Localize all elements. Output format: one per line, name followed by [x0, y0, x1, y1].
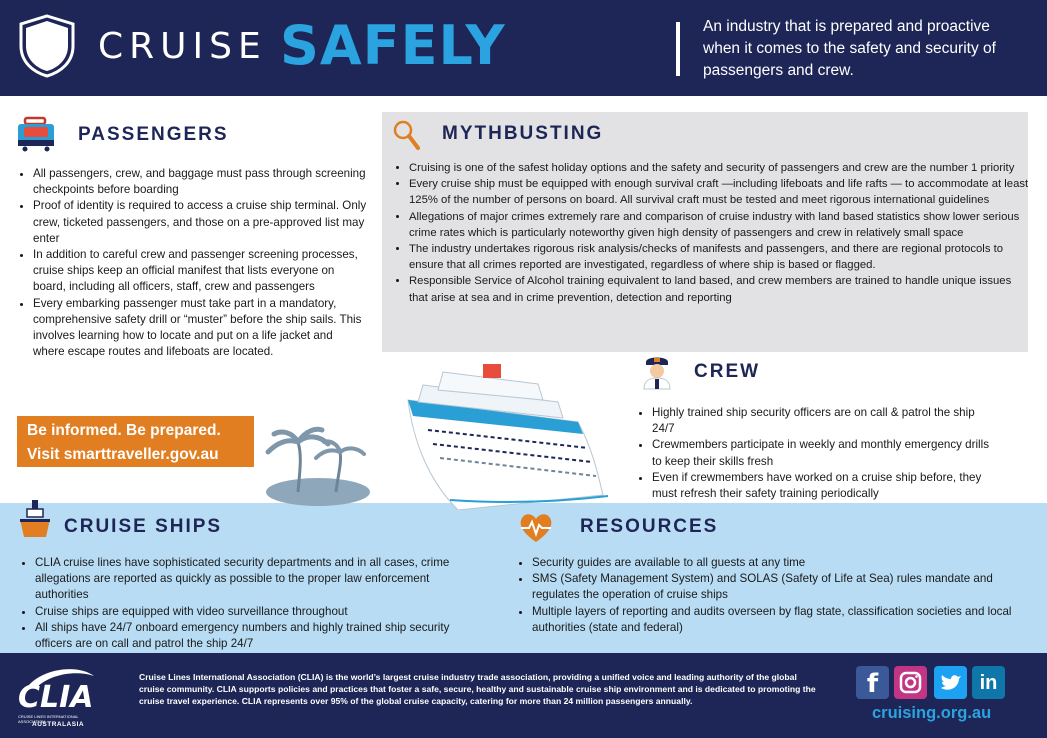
clia-logo-region: AUSTRALASIA [32, 721, 85, 728]
resources-list [516, 555, 1031, 636]
banner-line-1: Be informed. Be prepared. [27, 422, 221, 439]
clia-logo-text: CLIA [18, 680, 94, 715]
instagram-icon[interactable] [894, 666, 927, 699]
facebook-icon[interactable]: f [856, 666, 889, 699]
resources-title: RESOURCES [580, 516, 719, 537]
list-item: • Every embarking passenger must take part in a mandatory, comprehensive safety drill or “muster” before the ship sails. This involves learning how to locate and put on a life jacket and where escape routes and lifeboats are located. [33, 296, 367, 361]
list-item: • Crewmembers participate in weekly and monthly emergency drills to keep their skills fresh [652, 437, 996, 469]
mythbusting-list [393, 160, 1029, 306]
list-item: • Highly trained ship security officers are on call & patrol the ship 24/7 [652, 405, 996, 437]
website-link[interactable]: cruising.org.au [872, 704, 992, 722]
list-item: • Proof of identity is required to access a cruise ship terminal. Only crew, ticketed passengers, and those on a pre-approved list may enter [33, 198, 367, 247]
list-item: • Cruise ships are equipped with video surveillance throughout [35, 604, 469, 620]
list-item: • Multiple layers of reporting and audits overseen by flag state, classification societies and local authorities (state and federal) [532, 604, 1031, 636]
shield-icon [18, 14, 76, 78]
list-item: • Cruising is one of the safest holiday options and the safety and security of passengers and crew are the number 1 priority [409, 160, 1029, 176]
twitter-icon[interactable] [934, 666, 967, 699]
list-item: • Security guides are available to all guests at any time [532, 555, 1031, 571]
passengers-list [17, 166, 367, 360]
list-item: • All ships have 24/7 onboard emergency numbers and highly trained ship security officers are on call and patrol the ship 24/7 [35, 620, 469, 652]
list-item: • Even if crewmembers have worked on a cruise ship before, they must refresh their safety training periodically [652, 470, 996, 502]
cruise-ship-illustration [258, 360, 638, 510]
heartbeat-icon [518, 512, 554, 544]
list-item: • Every cruise ship must be equipped with enough survival craft —including lifeboats and life rafts — to accommodate at least 125% of the number of persons on board. All survival craft must be tested and meet rigorous international guidelines [409, 176, 1029, 208]
linkedin-icon[interactable]: in [972, 666, 1005, 699]
header-tagline: An industry that is prepared and proactive when it comes to the safety and security of passengers and crew. [703, 18, 996, 79]
captain-icon [640, 352, 674, 390]
passengers-title: PASSENGERS [78, 124, 229, 145]
list-item: • Allegations of major crimes extremely rare and comparison of cruise industry with land based statistics show lower serious crime rates which is particularly noteworthy given high density of passengers and crew in relatively small space [409, 209, 1029, 241]
list-item: • Responsible Service of Alcohol training equivalent to land based, and crew members are trained to handle unique issues that arise at sea and in crime prevention, detection and reporting [409, 273, 1029, 305]
ship-icon [18, 499, 52, 539]
list-item: • In addition to careful crew and passenger screening processes, cruise ships keep an official manifest that lists everyone on board, including all officers, staff, crew and passengers [33, 247, 367, 296]
crew-title: CREW [694, 361, 761, 382]
title-cruise: CRUISE [98, 26, 267, 67]
title-safely: SAFELY [280, 14, 506, 77]
cruise-ships-title: CRUISE SHIPS [64, 516, 223, 537]
list-item: • CLIA cruise lines have sophisticated security departments and in all cases, crime allegations are reported as quickly as possible to the proper law enforcement authorities [35, 555, 469, 604]
banner-link[interactable]: Visit smarttraveller.gov.au [27, 446, 219, 463]
footer-description: Cruise Lines International Association (CLIA) is the world’s largest cruise industry trade association, providing a unified voice and leading authority of the global cruise community. CLIA supports policies and practices that foster a safe, secure, healthy and sustainable cruise ship environment and is dedicated to promoting the cruise travel experience. CLIA represents over 95% of the global cruise capacity, catering for more than 24 million passengers annually. [139, 672, 816, 707]
clia-logo-subtitle: CRUISE LINES INTERNATIONAL ASSOCIATION [18, 714, 79, 724]
header-divider [676, 22, 680, 76]
smarttraveller-banner[interactable] [17, 416, 254, 467]
list-item: • SMS (Safety Management System) and SOLAS (Safety of Life at Sea) rules mandate and regulates the operation of cruise ships [532, 571, 1031, 603]
list-item: • The industry undertakes rigorous risk analysis/checks of manifests and passengers, and there are regional protocols to ensure that all crimes reported are investigated, regardless of where ship is based or flagged. [409, 241, 1029, 273]
cruise-ships-list [19, 555, 469, 652]
list-item: • All passengers, crew, and baggage must pass through screening checkpoints before boarding [33, 166, 367, 198]
luggage-icon [15, 116, 57, 152]
mythbusting-title: MYTHBUSTING [442, 123, 604, 144]
crew-list [636, 405, 996, 502]
magnifier-icon [392, 118, 422, 152]
